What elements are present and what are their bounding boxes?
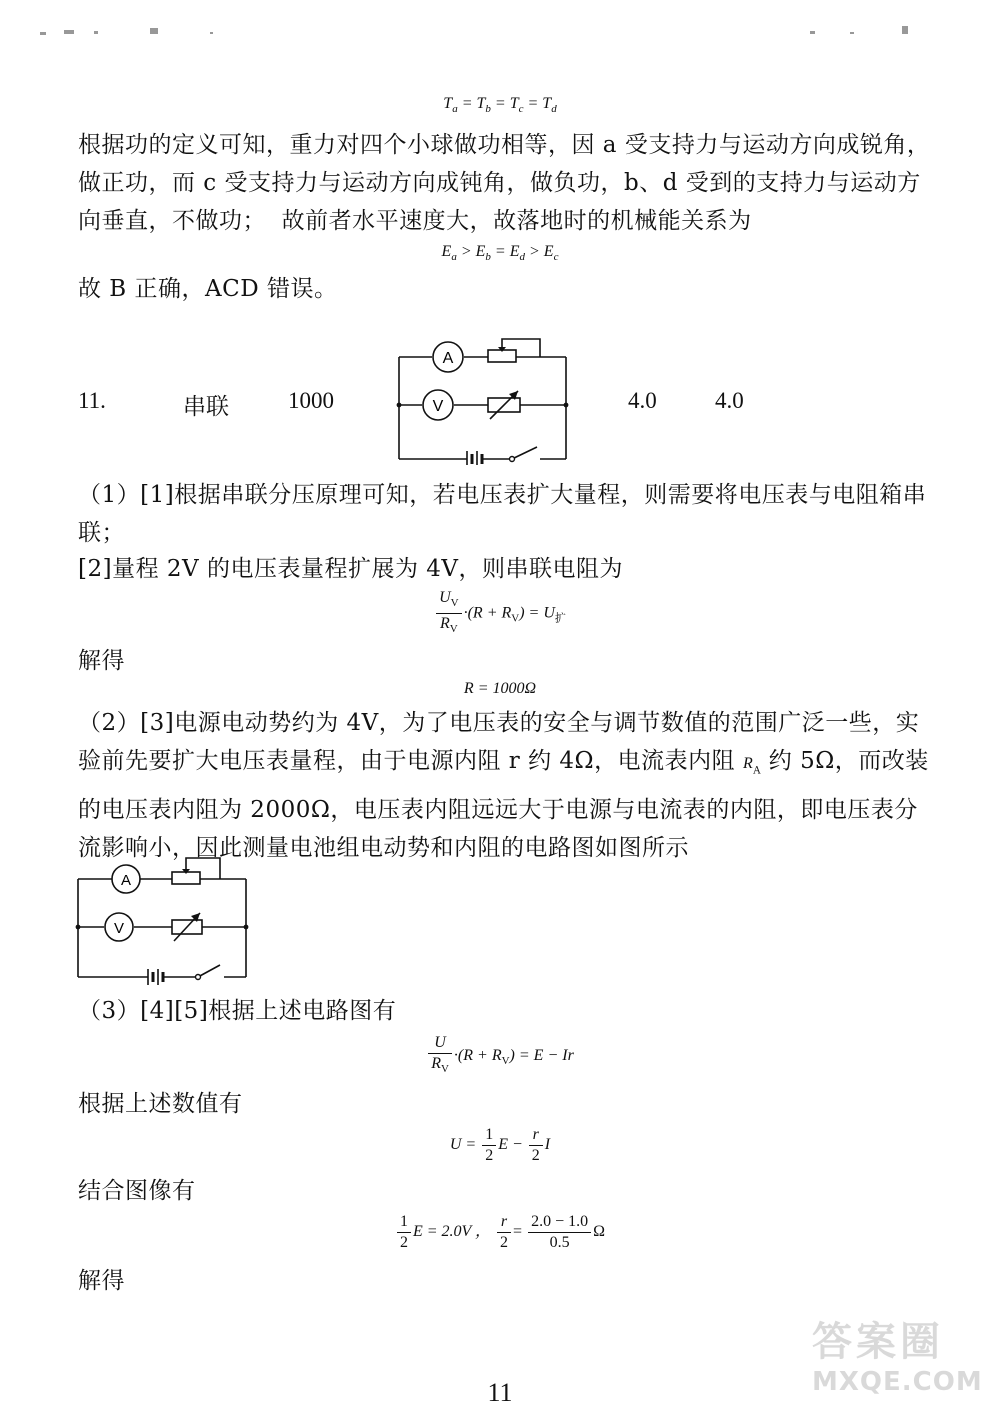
ammeter-label: A	[120, 872, 132, 889]
cropped-top-text	[0, 0, 1000, 40]
ammeter-label: A	[442, 350, 454, 367]
question-number: 11.	[78, 388, 106, 413]
paragraph-work-analysis: 根据功的定义可知，重力对四个小球做功相等，因 a 受支持力与运动方向成锐角，做正功，而 c 受支持力与运动方向成钝角，做负功，b、d 受到的支持力与运动方向垂直，不做功； 故前者水平速度大，故落地时的机械能关系为	[78, 132, 931, 234]
paragraph-values: 根据上述数值有	[78, 1091, 243, 1117]
paragraph-part1: （1）[1]根据串联分压原理可知，若电压表扩大量程，则需要将电压表与电阻箱串联；	[78, 482, 927, 546]
paragraph-part3: （3）[4][5]根据上述电路图有	[78, 998, 397, 1024]
paragraph-conclusion: 故 B 正确，ACD 错误。	[78, 276, 338, 302]
formula-linear-relation: U = $\frac{1}{2}$ E − $\frac{r}{2}$ I	[449, 1126, 551, 1164]
answer-3: 4.0	[628, 388, 657, 413]
formula-circuit-equation: $\frac{U}{R_V}$ $\cdot(R + R_V) = E - Ir$	[0, 1033, 1000, 1079]
answer-2: 1000	[288, 388, 334, 413]
page-number: 11	[487, 1378, 513, 1407]
voltmeter-label: V	[113, 920, 125, 937]
watermark-logo: 答案圈 MXQE.COM	[812, 1319, 983, 1397]
paragraph-range: [2]量程 2V 的电压表量程扩展为 4V，则串联电阻为	[78, 556, 623, 582]
formula-graph-fit: $\frac{1}{2}$ E = 2.0V ， $\frac{r}{2}$ = $\frac{2.0 - 1.0}{0.5}$ Ω	[0, 1212, 1000, 1253]
voltmeter-label: V	[432, 398, 444, 415]
paragraph-graph: 结合图像有	[78, 1178, 196, 1204]
equation-energy: $E_a > E_b = E_d > E_c$	[441, 243, 559, 264]
paragraph-solve-1: 解得	[78, 648, 125, 674]
circuit-diagram-measure	[74, 855, 254, 985]
paragraph-part2: （2）[3]电源电动势约为 4V，为了电压表的安全与调节数值的范围广泛一些，实验前先要扩大电压表量程，由于电源内阻 r 约 4Ω，电流表内阻 $R_A$ 约 5Ω，而改装的电压表内阻为 2000Ω，电压表内阻远远大于电源与电流表的内阻，即电压表分流影响小，因此测量电池组电动势和内阻的电路图如图所示	[78, 710, 929, 861]
formula-voltage-extend: $\frac{U_V}{R_V}$ $\cdot(R + R_V) = U_扩$	[0, 588, 1000, 639]
answer-1: 串联	[183, 394, 229, 420]
answer-4: 4.0	[715, 388, 744, 413]
equation-r-result: R = 1000Ω	[463, 680, 537, 697]
circuit-diagram-main	[392, 335, 572, 465]
equation-periods: $T_a = T_b = T_c = T_d$	[443, 95, 557, 116]
paragraph-solve-2: 解得	[78, 1268, 125, 1294]
